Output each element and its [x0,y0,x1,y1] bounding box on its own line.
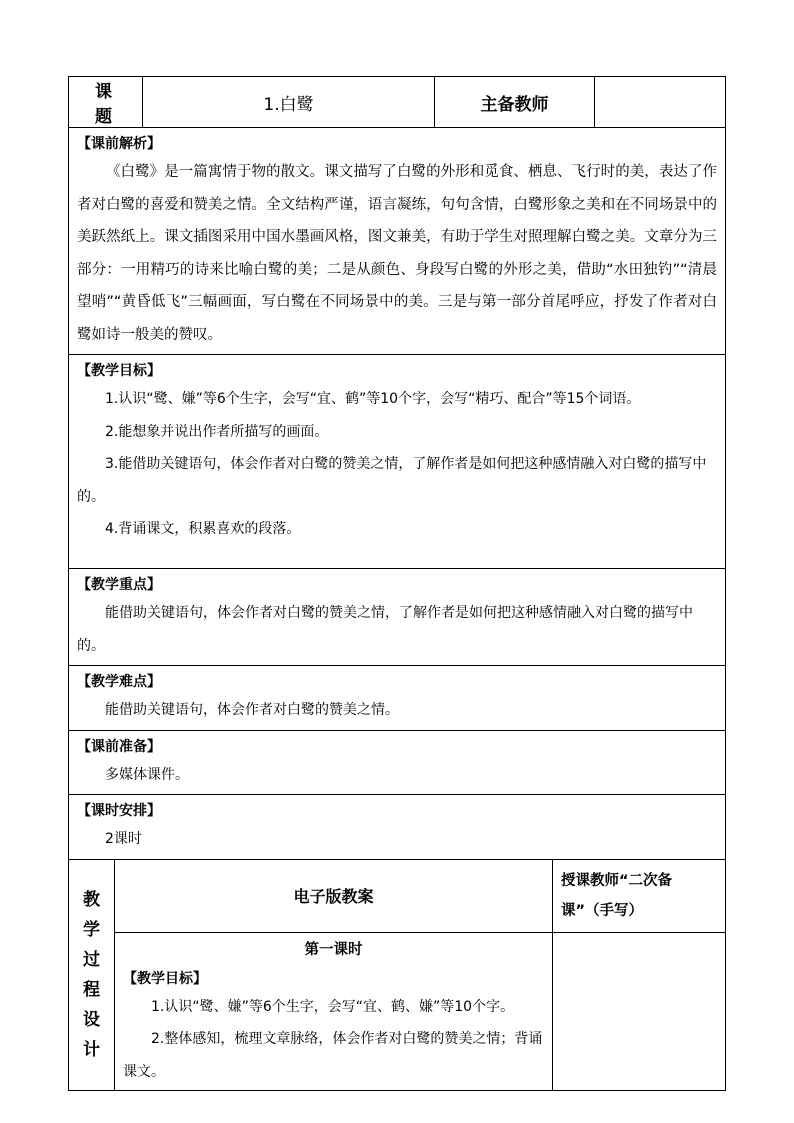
header-row [69,77,726,128]
preparation-text: 多媒体课件。 [105,766,189,783]
goal-item: 2.能想象并说出作者所描写的画面。 [105,423,329,440]
difficulties-row [69,666,726,731]
lesson-goal-item: 2.整体感知，梳理文章脉络，体会作者对白鹭的赞美之情；背诵课文。 [123,1031,543,1080]
key-points-row [69,569,726,666]
topic-label: 课题 [69,77,143,128]
difficulties-text: 能借助关键语句，体会作者对白鹭的赞美之情。 [105,702,399,718]
key-points-heading: 【教学重点】 [77,577,161,593]
process-char: 学 [83,919,100,940]
analysis-heading: 【课前解析】 [77,136,161,152]
process-header-row [69,859,726,932]
analysis-text: 《白鹭》是一篇寓情于物的散文。课文描写了白鹭的外形和觅食、栖息、飞行时的美，表达了作者对白鹭的喜爱和赞美之情。全文结构严谨，语言凝练，句句含情，白鹭形象之美和在不同场景中的美跃然纸上。课文插图采用中国水墨画风格，图文兼美，有助于学生对照理解白鹭之美。文章分为三部分：一用精巧的诗来比喻白鹭的美；二是从颜色、身段写白鹭的外形之美，借助“水田独钓”“清晨望哨”“黄昏低飞”三幅画面，写白鹭在不同场景中的美。三是与第一部分首尾呼应，抒发了作者对白鹭如诗一般美的赞叹。 [77,164,717,343]
electronic-plan-label: 电子版教案 [115,859,553,932]
process-char: 设 [83,1009,100,1030]
process-side-label [69,859,115,1091]
schedule-text: 2课时 [105,831,142,847]
goal-item: 4.背诵课文，积累喜欢的段落。 [105,521,301,537]
handwritten-notes-area[interactable] [553,932,726,1091]
process-body-row [69,932,726,1091]
process-char: 计 [83,1039,100,1060]
process-char: 过 [83,949,100,970]
goal-item: 3.能借助关键语句，体会作者对白鹭的赞美之情，了解作者是如何把这种感情融入对白鹭的描写中的。 [77,456,707,505]
first-lesson-title: 第一课时 [304,941,363,958]
lesson-title: 1.白鹭 [143,77,435,128]
goal-item: 1.认识“鹭、嫌”等6个生字，会写“宜、鹤”等10个字，会写“精巧、配合”等15个词语。 [105,391,641,407]
process-char: 教 [83,889,100,910]
process-char: 程 [83,979,100,1000]
lesson-plan-table [68,76,726,1091]
schedule-heading: 【课时安排】 [77,803,161,819]
preparation-row [69,730,726,795]
key-points-text: 能借助关键语句，体会作者对白鹭的赞美之情，了解作者是如何把这种感情融入对白鹭的描写中的。 [77,605,693,654]
goals-heading: 【教学目标】 [77,363,161,379]
lesson-plan-page [68,76,725,1091]
lesson-goals-heading: 【教学目标】 [123,970,207,987]
lead-teacher-label: 主备教师 [435,77,595,128]
difficulties-heading: 【教学难点】 [77,674,161,690]
schedule-row [69,795,726,860]
second-preparation-label: 授课教师“二次备课”（手写） [553,859,726,932]
lesson-goal-item: 1.认识“鹭、嫌”等6个生字，会写“宜、鹤、嫌”等10个字。 [151,998,515,1015]
lead-teacher-value[interactable] [595,77,726,128]
goals-row [69,355,726,569]
analysis-row [69,128,726,355]
preparation-heading: 【课前准备】 [77,738,161,755]
